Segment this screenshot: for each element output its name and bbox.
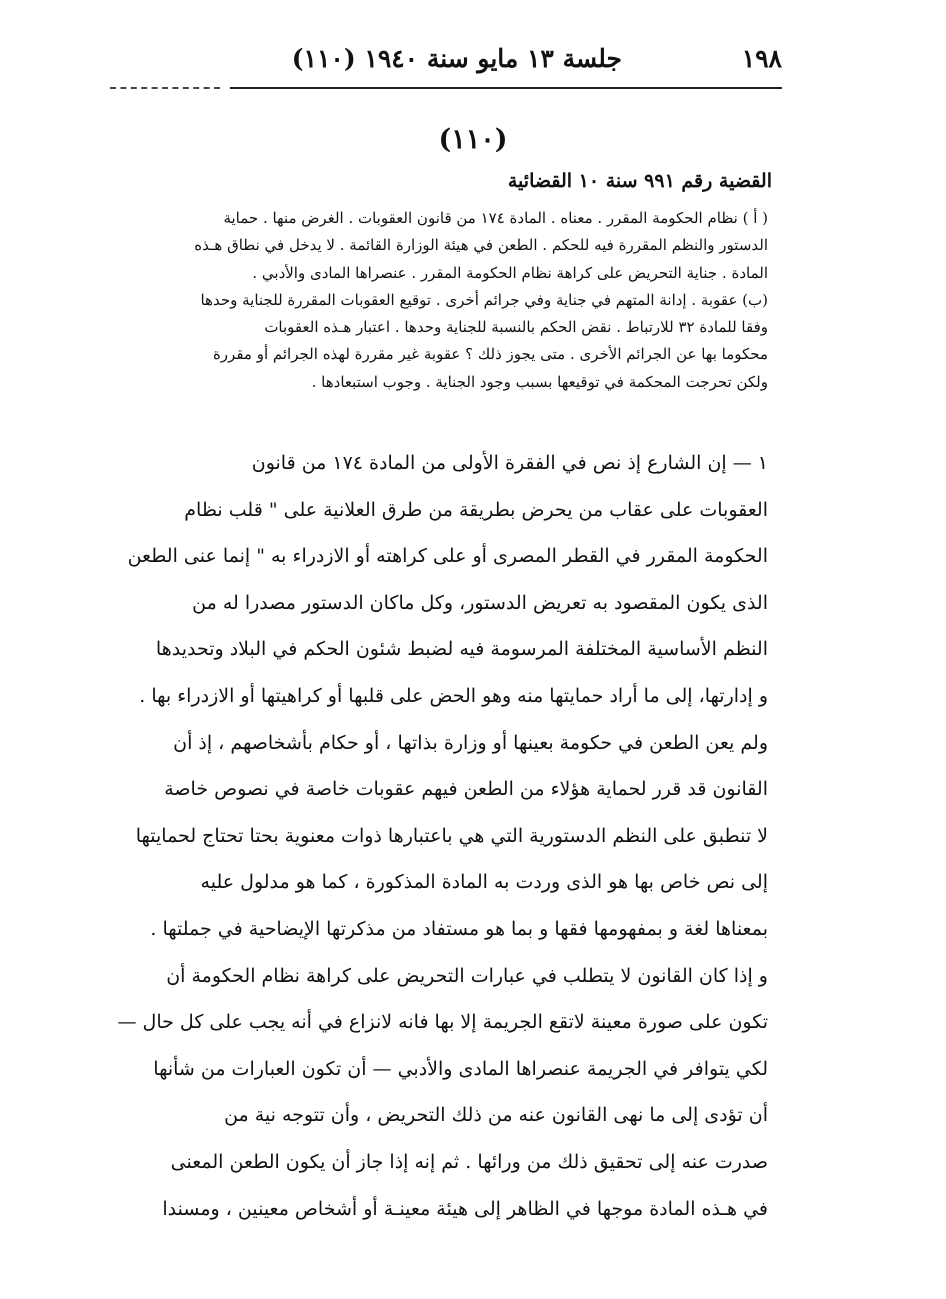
judgment-body (117, 440, 768, 1232)
page-number: ١٩٨ (741, 44, 782, 73)
page-header (110, 44, 782, 88)
case-reference: القضية رقم ٩٩١ سنة ١٠ القضائية (507, 170, 772, 192)
body-line: القانون قد قرر لحماية هؤلاء من الطعن فيهم عقوبات خاصة في نصوص خاصة (164, 778, 768, 801)
summary-line: (ب) عقوبة . إدانة المتهم في جناية وفي جرائم أخرى . توقيع العقوبات المقررة للجناية وحدها (200, 290, 768, 309)
body-line: إلى نص خاص بها هو الذى وردت به المادة المذكورة ، كما هو مدلول عليه (200, 871, 768, 894)
body-line: تكون على صورة معينة لاتقع الجريمة إلا بها فانه لانزاع في أنه يجب على كل حال — (117, 1011, 768, 1034)
body-line: العقوبات على عقاب من يحرض بطريقة من طرق العلانية على " قلب نظام (184, 498, 768, 521)
header-rule-dashed (110, 87, 220, 89)
body-line: الذى يكون المقصود به تعريض الدستور، وكل ماكان الدستور مصدرا له من (192, 591, 768, 614)
headnote-summary (128, 205, 768, 396)
body-line: و إدارتها، إلى ما أراد حمايتها منه وهو الحض على قلبها أو كراهيتها أو الازدراء بها . (139, 684, 768, 707)
body-line: أن تؤدى إلى ما نهى القانون عنه من ذلك التحريض ، وأن تتوجه نية من (224, 1104, 768, 1127)
body-line: صدرت عنه إلى تحقيق ذلك من ورائها . ثم إنه إذا جاز أن يكون الطعن المعنى (170, 1150, 768, 1173)
body-line: لا تنطبق على النظم الدستورية التي هي باعتبارها ذوات معنوية بحتا تحتاج لحمايتها (135, 824, 768, 847)
body-line: الحكومة المقرر في القطر المصرى أو على كراهته أو الازدراء به " إنما عنى الطعن (127, 545, 768, 568)
summary-line: الدستور والنظم المقررة فيه للحكم . الطعن في هيئة الوزارة القائمة . لا يدخل في نطاق هـذه (194, 236, 768, 255)
body-line: في هـذه المادة موجها في الظاهر إلى هيئة معينـة أو أشخاص معينين ، ومسندا (162, 1197, 768, 1220)
summary-line: ولكن تحرجت المحكمة في توقيعها بسبب وجود الجناية . وجوب استبعادها . (311, 372, 768, 391)
summary-line: وفقا للمادة ٣٢ للارتباط . نقض الحكم بالنسبة للجناية وحدها . اعتبار هـذه العقوبات (264, 318, 768, 337)
body-line: النظم الأساسية المختلفة المرسومة فيه لضبط شئون الحكم في البلاد وتحديدها (155, 638, 768, 661)
body-line: ولم يعن الطعن في حكومة بعينها أو وزارة بذاتها ، أو حكام بأشخاصهم ، إذ أن (173, 731, 768, 754)
body-line: و إذا كان القانون لا يتطلب في عبارات التحريض على كراهة نظام الحكومة أن (166, 964, 768, 987)
header-rule (230, 87, 782, 89)
summary-line: ( أ ) نظام الحكومة المقرر . معناه . المادة ١٧٤ من قانون العقوبات . الغرض منها . حماية (223, 209, 768, 227)
body-line: بمعناها لغة و بمفهومها فقها و بما هو مستفاد من مذكرتها الإيضاحية في جملتها . (150, 917, 768, 940)
body-line: لكي يتوافر في الجريمة عنصراها المادى والأدبي — أن تكون العبارات من شأنها (153, 1057, 768, 1080)
summary-line: محكوما بها عن الجرائم الأخرى . متى يجوز ذلك ؟ عقوبة غير مقررة لهذه الجرائم أو مقررة (212, 345, 768, 364)
summary-line: المادة . جناية التحريض على كراهة نظام الحكومة المقرر . عنصراها المادى والأدبي . (252, 263, 768, 282)
running-title: جلسة ١٣ مايو سنة ١٩٤٠ (١١٠) (291, 44, 622, 73)
body-line: ١ — إن الشارع إذ نص في الفقرة الأولى من المادة ١٧٤ من قانون (251, 452, 768, 474)
case-number: (١١٠) (438, 124, 508, 155)
